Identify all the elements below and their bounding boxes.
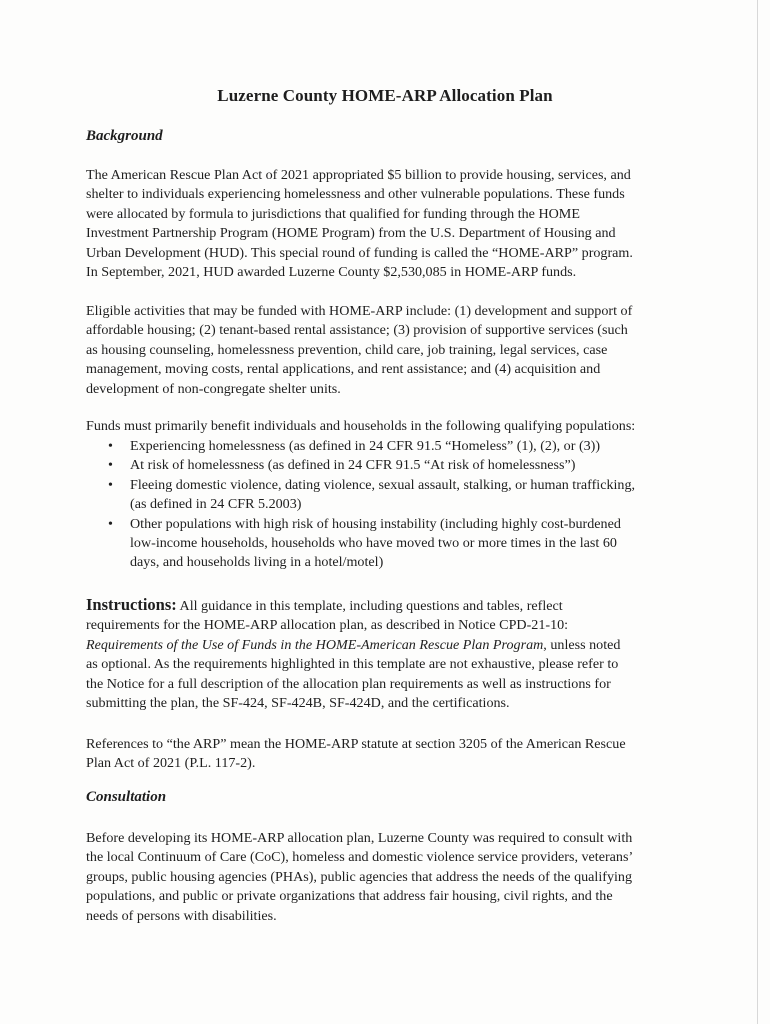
text-line: the local Continuum of Care (CoC), homeless and domestic violence service providers, veterans’ xyxy=(86,849,634,866)
scan-edge-line xyxy=(757,0,758,1024)
consultation-paragraph xyxy=(86,829,676,926)
bullet-icon: • xyxy=(108,438,113,454)
consultation-heading: Consultation xyxy=(86,789,167,805)
list-item xyxy=(86,515,686,573)
bullet-icon: • xyxy=(108,476,113,493)
text-line: Before developing its HOME-ARP allocation plan, Luzerne County was required to consult with xyxy=(86,830,633,846)
bullet-icon: • xyxy=(108,457,113,474)
qualifying-populations-intro xyxy=(86,417,676,436)
text-line: At risk of homelessness (as defined in 24 CFR 91.5 “At risk of homelessness”) xyxy=(130,457,576,474)
notice-title: Requirements of the Use of Funds in the HOME-American Rescue Plan Program xyxy=(86,636,544,653)
text-line: the Notice for a full description of the allocation plan requirements as well as instructions for xyxy=(86,675,611,692)
text-line: populations, and public or private organizations that address fair housing, civil rights, and the xyxy=(86,888,613,905)
text-line: Fleeing domestic violence, dating violence, sexual assault, stalking, or human trafficking, xyxy=(130,476,636,493)
list-item xyxy=(86,476,686,515)
text-line: Other populations with high risk of housing instability (including highly cost-burdened xyxy=(130,515,621,532)
text-line: were allocated by formula to jurisdictions that qualified for funding through the HOME xyxy=(86,205,580,222)
text-line: needs of persons with disabilities. xyxy=(86,907,277,924)
background-paragraph-1 xyxy=(86,166,676,282)
references-paragraph xyxy=(86,735,676,774)
text-line: Plan Act of 2021 (P.L. 117-2). xyxy=(86,755,256,772)
text-line xyxy=(86,595,676,616)
text-span: All guidance in this template, including questions and tables, reflect xyxy=(176,598,563,614)
text-line: Experiencing homelessness (as defined in 24 CFR 91.5 “Homeless” (1), (2), or (3)) xyxy=(130,438,601,454)
text-line: requirements for the HOME-ARP allocation plan, as described in Notice CPD-21-10: xyxy=(86,617,569,634)
text-line: groups, public housing agencies (PHAs), public agencies that address the needs of the qualifying xyxy=(86,868,633,885)
text-line: submitting the plan, the SF-424, SF-424B, SF-424D, and the certifications. xyxy=(86,695,510,712)
text-line: low-income households, households who have moved two or more times in the last 60 xyxy=(130,535,617,552)
list-item xyxy=(86,437,686,456)
instructions-label: Instructions: xyxy=(86,595,177,614)
text-line: References to “the ARP” mean the HOME-ARP statute at section 3205 of the American Rescue xyxy=(86,736,626,752)
text-line: Funds must primarily benefit individuals and households in the following qualifying populations: xyxy=(86,418,636,434)
text-line: Eligible activities that may be funded with HOME-ARP include: (1) development and support of xyxy=(86,303,633,319)
background-heading: Background xyxy=(86,128,163,144)
text-span: , unless noted xyxy=(543,636,621,653)
text-line: In September, 2021, HUD awarded Luzerne County $2,530,085 in HOME-ARP funds. xyxy=(86,264,577,281)
text-line: management, moving costs, rental applications, and rent assistance; and (4) acquisition and xyxy=(86,361,601,378)
background-paragraph-2 xyxy=(86,302,676,399)
bullet-icon: • xyxy=(108,515,113,532)
instructions-paragraph xyxy=(86,595,676,713)
text-line: (as defined in 24 CFR 5.2003) xyxy=(130,496,302,513)
list-item xyxy=(86,456,686,475)
text-line: shelter to individuals experiencing homelessness and other vulnerable populations. These funds xyxy=(86,186,625,203)
text-line xyxy=(86,636,676,655)
text-line: Urban Development (HUD). This special round of funding is called the “HOME-ARP” program. xyxy=(86,244,633,261)
qualifying-populations-list xyxy=(86,437,686,573)
text-line: development of non-congregate shelter units. xyxy=(86,380,341,397)
text-line: Investment Partnership Program (HOME Program) from the U.S. Department of Housing and xyxy=(86,225,616,242)
text-line: affordable housing; (2) tenant-based rental assistance; (3) provision of supportive services (such xyxy=(86,322,628,339)
text-line: days, and households living in a hotel/motel) xyxy=(130,554,384,571)
document-title: Luzerne County HOME-ARP Allocation Plan xyxy=(217,86,553,105)
text-line: as housing counseling, homelessness prevention, child care, job training, legal services, case xyxy=(86,341,608,358)
text-line: The American Rescue Plan Act of 2021 appropriated $5 billion to provide housing, services, and xyxy=(86,167,631,183)
text-line: as optional. As the requirements highlighted in this template are not exhaustive, please refer to xyxy=(86,656,619,673)
